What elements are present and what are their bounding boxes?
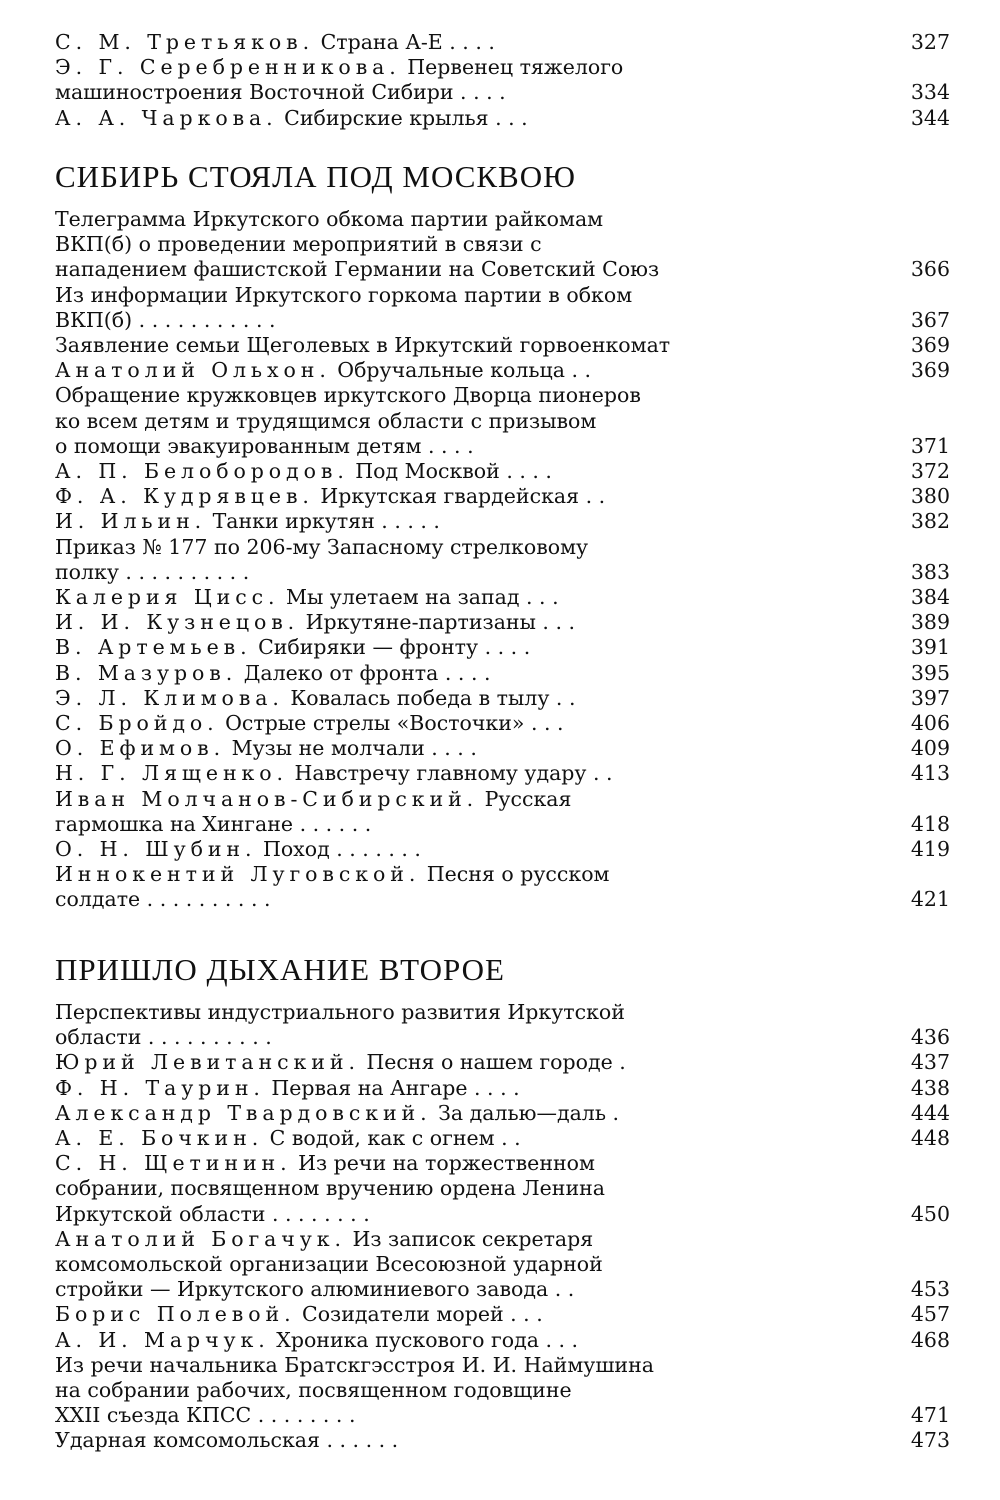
entry-title-text: Навстречу главному удару . .	[287, 761, 613, 786]
entry-title-text: Заявление семьи Щеголевых в Иркутский горвоенкомат	[55, 333, 671, 358]
toc-entry	[55, 585, 950, 610]
entry-title-text: ВКП(б) . . . . . . . . . . .	[55, 307, 276, 332]
toc-entry	[55, 711, 950, 736]
toc-entry-title	[55, 535, 880, 585]
toc-entry-title	[55, 862, 880, 912]
toc-entry-line	[55, 459, 880, 484]
toc-entry	[55, 1227, 950, 1303]
page-number: 444	[910, 1100, 950, 1125]
toc-entry	[55, 30, 950, 55]
toc-entry-line	[55, 862, 880, 887]
entry-title-text: Под Москвой . . . .	[348, 459, 552, 484]
entry-title-text: Далеко от фронта . . . .	[237, 660, 491, 685]
toc-entry-line	[55, 812, 880, 837]
toc-entry-title	[55, 333, 880, 358]
toc-entry	[55, 535, 950, 585]
author-name: И. И. Кузнецов.	[55, 610, 300, 635]
author-name: А. Е. Бочкин.	[55, 1126, 264, 1151]
toc-entry-line	[55, 585, 880, 610]
toc-entry	[55, 1000, 950, 1050]
page-number: 436	[910, 1025, 950, 1050]
toc-entry-line	[55, 1403, 880, 1428]
entry-title-text: Иркутской области . . . . . . . .	[55, 1201, 370, 1226]
entry-title-text: Первая на Ангаре . . . .	[264, 1075, 520, 1100]
entry-title-text: Из речи начальника Братскгэсстроя И. И. Наймушина	[55, 1352, 654, 1377]
entry-title-text: комсомольской организации Всесоюзной ударной	[55, 1252, 603, 1277]
page-number: 327	[910, 30, 950, 54]
toc-entry-line	[55, 484, 880, 509]
toc-entry	[55, 610, 950, 635]
author-name: И. Ильин.	[55, 509, 207, 534]
toc-entry-title	[55, 1302, 880, 1327]
toc-entry	[55, 1353, 950, 1429]
toc-entry-title	[55, 610, 880, 635]
toc-entry-title	[55, 837, 880, 862]
toc-entry-line	[55, 1252, 880, 1277]
author-name: А. А. Чаркова.	[55, 105, 278, 130]
page-number: 380	[910, 484, 950, 509]
toc-entry-line	[55, 80, 880, 105]
toc-entry-line	[55, 1378, 880, 1403]
toc-entry-line	[55, 761, 880, 786]
entry-title-text: Сибирские крылья . . .	[277, 105, 528, 130]
toc-entry-title	[55, 661, 880, 686]
toc-entry-title	[55, 761, 880, 786]
toc-entry-title	[55, 1126, 880, 1151]
toc-entry	[55, 736, 950, 761]
author-name: В. Мазуров.	[55, 660, 238, 685]
page-number: 384	[910, 585, 950, 610]
toc-entry-line	[55, 1126, 880, 1151]
entry-title-text: ВКП(б) о проведении мероприятий в связи с	[55, 232, 542, 257]
toc-entry-title	[55, 207, 880, 283]
toc-entry-line	[55, 434, 880, 459]
toc-entry-title	[55, 283, 880, 333]
entry-title-text: нападением фашистской Германии на Советский Союз	[55, 257, 660, 282]
toc-entry-title	[55, 1353, 880, 1429]
toc-entry-line	[55, 1151, 880, 1176]
entry-title-text: Перспективы индустриального развития Иркутской	[55, 1000, 625, 1024]
author-name: Борис Полевой.	[55, 1302, 296, 1327]
page-number: 450	[910, 1201, 950, 1226]
toc-entry	[55, 1302, 950, 1327]
toc-entry-line	[55, 1353, 880, 1378]
toc-entry-title	[55, 787, 880, 837]
entry-title-text: Страна А-Е . . . .	[314, 30, 495, 54]
toc-entry-line	[55, 1277, 880, 1302]
toc-entry-line	[55, 535, 880, 560]
entry-title-text: Телеграмма Иркутского обкома партии райкомам	[55, 207, 604, 231]
entry-title-text: Ударная комсомольская . . . . . .	[55, 1428, 399, 1453]
page-number: 437	[910, 1050, 950, 1075]
author-name: С. Н. Щетинин.	[55, 1151, 292, 1176]
author-name: О. Н. Шубин.	[55, 837, 257, 862]
author-name: С. М. Третьяков.	[55, 30, 315, 54]
toc-entry	[55, 459, 950, 484]
author-name: Н. Г. Лященко.	[55, 761, 288, 786]
toc-entry-line	[55, 1176, 880, 1201]
toc-entry	[55, 1076, 950, 1101]
toc-entry-line	[55, 887, 880, 912]
page-number: 418	[910, 811, 950, 836]
page-number: 453	[910, 1277, 950, 1302]
entry-title-text: Приказ № 177 по 206-му Запасному стрелковому	[55, 534, 589, 559]
author-name: Анатолий Богачук.	[55, 1226, 346, 1251]
toc-entry-title	[55, 106, 880, 131]
toc-entry-title	[55, 635, 880, 660]
toc-entry	[55, 484, 950, 509]
entry-title-text: Обращение кружковцев иркутского Дворца пионеров	[55, 383, 641, 408]
toc-section	[55, 950, 950, 1454]
section-heading: СИБИРЬ СТОЯЛА ПОД МОСКВОЮ	[55, 159, 576, 194]
entry-title-text: Русская	[478, 786, 572, 811]
toc-entry-title	[55, 585, 880, 610]
toc-entry	[55, 837, 950, 862]
page-number: 366	[910, 257, 950, 282]
toc-entry-title	[55, 736, 880, 761]
toc-entry	[55, 383, 950, 459]
toc-entry-line	[55, 736, 880, 761]
toc-entry	[55, 283, 950, 333]
toc-entry-line	[55, 1076, 880, 1101]
author-name: Иннокентий Луговской.	[55, 862, 421, 887]
toc-entry	[55, 1428, 950, 1453]
toc-entry-line	[55, 383, 880, 408]
page-number: 391	[910, 635, 950, 660]
entry-title-text: машиностроения Восточной Сибири . . . .	[55, 80, 506, 105]
toc-entry-title	[55, 459, 880, 484]
toc-entry-title	[55, 1151, 880, 1227]
entry-title-text: Из информации Иркутского горкома партии в обком	[55, 282, 633, 307]
page-number: 369	[910, 333, 950, 358]
toc-entry-line	[55, 333, 880, 358]
author-name: А. И. Марчук.	[55, 1327, 270, 1352]
entry-title-text: Из записок секретаря	[345, 1226, 594, 1251]
page-number: 395	[910, 660, 950, 685]
page-number: 383	[910, 559, 950, 584]
page-number: 471	[910, 1403, 950, 1428]
toc-entry-line	[55, 1428, 880, 1453]
author-name: А. П. Белобородов.	[55, 459, 349, 484]
page-number: 448	[910, 1126, 950, 1151]
toc-entry-line	[55, 787, 880, 812]
page-number: 409	[910, 736, 950, 761]
page-number: 438	[910, 1075, 950, 1100]
author-name: Э. Л. Климова.	[55, 685, 284, 710]
toc-entry-line	[55, 257, 880, 282]
entry-title-text: о помощи эвакуированным детям . . . .	[55, 433, 474, 458]
author-name: С. Бройдо.	[55, 711, 219, 736]
toc-entry-line	[55, 55, 880, 80]
entry-title-text: Мы улетаем на запад . . .	[279, 585, 559, 610]
author-name: Ф. А. Кудрявцев.	[55, 484, 314, 509]
entry-title-text: Хроника пускового года . . .	[269, 1327, 579, 1352]
page-number: 371	[910, 433, 950, 458]
toc-entry	[55, 686, 950, 711]
page-number: 369	[910, 358, 950, 383]
toc-entry-title	[55, 30, 880, 55]
page-number: 421	[910, 887, 950, 912]
toc-entry-title	[55, 1050, 880, 1075]
toc-entry-title	[55, 1328, 880, 1353]
toc-entry-line	[55, 358, 880, 383]
toc-entry	[55, 1328, 950, 1353]
toc-entry-title	[55, 383, 880, 459]
entry-title-text: Иркутяне-партизаны . . .	[299, 610, 575, 635]
toc-entry	[55, 106, 950, 131]
toc-entry-line	[55, 1328, 880, 1353]
entry-title-text: стройки — Иркутского алюминиевого завода . .	[55, 1277, 575, 1302]
toc-entry-title	[55, 358, 880, 383]
toc-entry-line	[55, 509, 880, 534]
toc-entry	[55, 661, 950, 686]
page-number: 389	[910, 610, 950, 635]
toc-section	[55, 157, 950, 913]
entry-title-text: ко всем детям и трудящимся области с призывом	[55, 408, 597, 433]
entry-title-text: Танки иркутян . . . . .	[206, 509, 440, 534]
entry-title-text: Песня о нашем городе .	[359, 1050, 626, 1075]
toc-entry-line	[55, 232, 880, 257]
toc-entry-line	[55, 635, 880, 660]
toc-entry	[55, 509, 950, 534]
entry-title-text: Острые стрелы «Восточки» . . .	[218, 711, 564, 736]
section-heading: ПРИШЛО ДЫХАНИЕ ВТОРОЕ	[55, 952, 505, 987]
toc-entry	[55, 635, 950, 660]
page-number: 457	[910, 1302, 950, 1327]
toc-entry-line	[55, 560, 880, 585]
entry-title-text: на собрании рабочих, посвященном годовщине	[55, 1378, 572, 1403]
toc-entry-line	[55, 1050, 880, 1075]
entry-title-text: Первенец тяжелого	[400, 55, 624, 80]
toc-entry	[55, 358, 950, 383]
entry-title-text: полку . . . . . . . . . .	[55, 559, 250, 584]
toc-entry-line	[55, 686, 880, 711]
toc-entry-title	[55, 711, 880, 736]
page-number: 344	[910, 105, 950, 130]
toc-entry	[55, 1050, 950, 1075]
page-number: 468	[910, 1327, 950, 1352]
toc-entry-title	[55, 1101, 880, 1126]
author-name: О. Ефимов.	[55, 736, 226, 761]
toc-entry-line	[55, 1227, 880, 1252]
page-number: 334	[910, 80, 950, 105]
toc-entry-title	[55, 1428, 880, 1453]
page-number: 473	[910, 1428, 950, 1453]
toc-entry-line	[55, 711, 880, 736]
toc-entry-title	[55, 509, 880, 534]
toc-entry-line	[55, 106, 880, 131]
author-name: Александр Твардовский.	[55, 1100, 432, 1125]
toc-section	[55, 30, 950, 131]
author-name: Ф. Н. Таурин.	[55, 1075, 265, 1100]
toc-entry-line	[55, 661, 880, 686]
toc-entry-title	[55, 484, 880, 509]
entry-title-text: Ковалась победа в тылу . .	[283, 685, 576, 710]
toc-entry-title	[55, 1000, 880, 1050]
page-number: 413	[910, 761, 950, 786]
toc-entry-line	[55, 610, 880, 635]
page-number: 372	[910, 459, 950, 484]
author-name: В. Артемьев.	[55, 635, 252, 660]
toc-entry-line	[55, 30, 880, 55]
author-name: Юрий Левитанский.	[55, 1050, 360, 1075]
toc-entry	[55, 333, 950, 358]
author-name: Иван Молчанов-Сибирский.	[55, 786, 479, 811]
toc-entry-line	[55, 1025, 880, 1050]
toc-entry	[55, 761, 950, 786]
entry-title-text: гармошка на Хингане . . . . . .	[55, 811, 372, 836]
toc-entry	[55, 55, 950, 105]
toc-entry	[55, 207, 950, 283]
toc-entry-line	[55, 283, 880, 308]
page-number: 406	[910, 711, 950, 736]
toc-entry	[55, 1126, 950, 1151]
entry-title-text: собрании, посвященном вручению ордена Ленина	[55, 1176, 605, 1201]
toc-entry-line	[55, 207, 880, 232]
entry-title-text: Музы не молчали . . . .	[225, 736, 477, 761]
entry-title-text: Сибиряки — фронту . . . .	[251, 635, 531, 660]
entry-title-text: солдате . . . . . . . . . .	[55, 887, 271, 912]
entry-title-text: Иркутская гвардейская . .	[313, 484, 606, 509]
author-name: Э. Г. Серебренникова.	[55, 55, 401, 80]
toc-entry	[55, 1101, 950, 1126]
entry-title-text: С водой, как с огнем . .	[263, 1126, 521, 1151]
toc-entry-line	[55, 409, 880, 434]
entry-title-text: Из речи на торжественном	[291, 1151, 595, 1176]
entry-title-text: Песня о русском	[420, 862, 610, 887]
author-name: Калерия Цисс.	[55, 585, 280, 610]
entry-title-text: Обручальные кольца . .	[330, 358, 592, 383]
entry-title-text: области . . . . . . . . . .	[55, 1025, 272, 1050]
toc-entry-line	[55, 1302, 880, 1327]
page-number: 397	[910, 685, 950, 710]
entry-title-text: Поход . . . . . . .	[256, 837, 421, 862]
entry-title-text: Созидатели морей . . .	[295, 1302, 543, 1327]
entry-title-text: XXII съезда КПСС . . . . . . . .	[55, 1403, 356, 1428]
toc-entry-title	[55, 686, 880, 711]
entry-title-text: За далью—даль .	[431, 1100, 620, 1125]
toc-entry-line	[55, 1101, 880, 1126]
page-number: 419	[910, 837, 950, 862]
toc-entry-title	[55, 1076, 880, 1101]
author-name: Анатолий Ольхон.	[55, 358, 331, 383]
toc-entry-line	[55, 1000, 880, 1025]
toc-entry-line	[55, 308, 880, 333]
toc-entry-line	[55, 837, 880, 862]
toc-entry	[55, 862, 950, 912]
page-number: 382	[910, 509, 950, 534]
page-number: 367	[910, 307, 950, 332]
toc-entry	[55, 1151, 950, 1227]
toc-entry	[55, 787, 950, 837]
toc-entry-line	[55, 1202, 880, 1227]
toc-entry-title	[55, 1227, 880, 1303]
toc-entry-title	[55, 55, 880, 105]
